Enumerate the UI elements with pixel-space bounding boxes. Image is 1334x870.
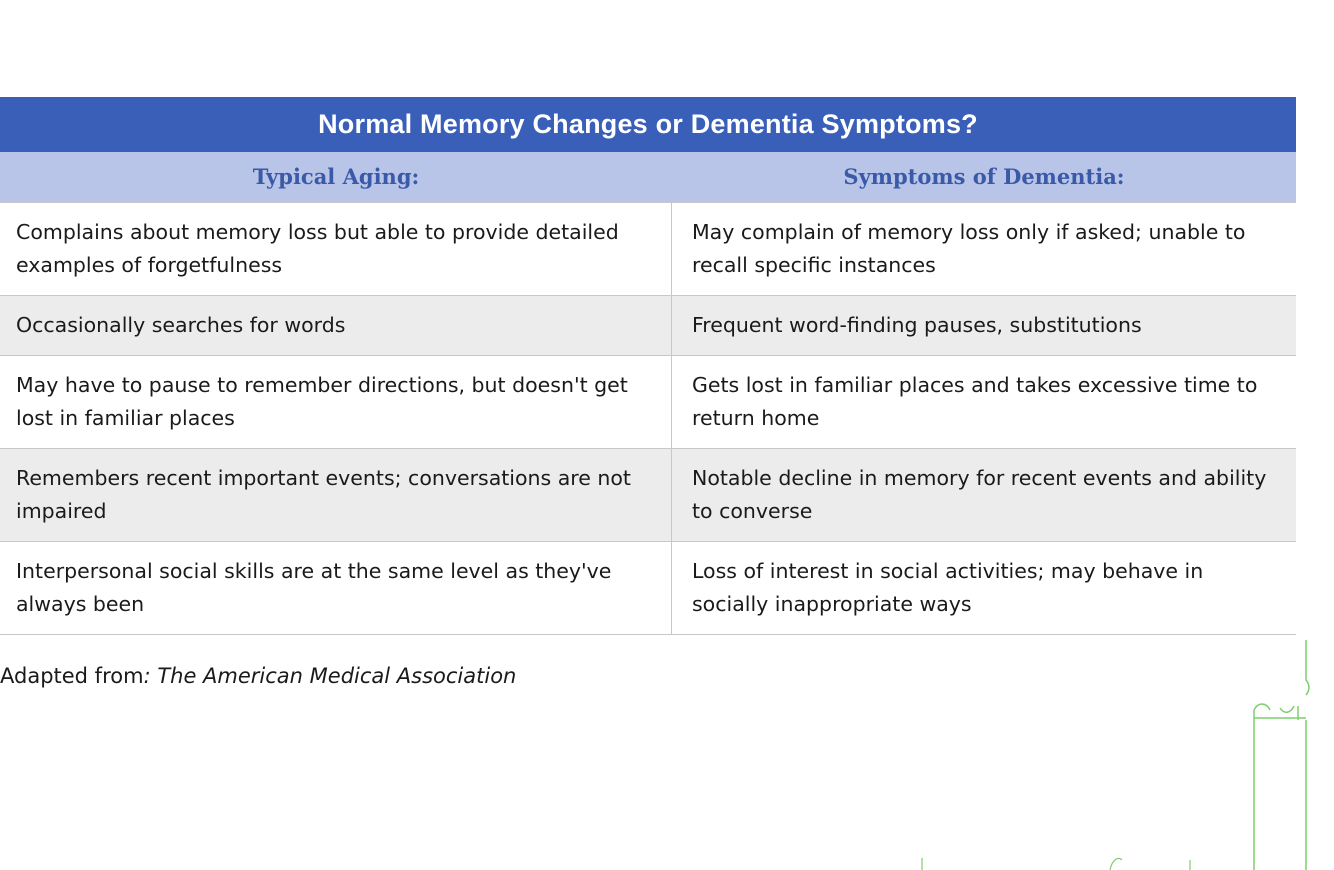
decorative-line-art	[1240, 640, 1330, 870]
table-row	[0, 355, 1296, 448]
table-cell-typical: Occasionally searches for words	[0, 296, 672, 355]
table-row	[0, 295, 1296, 355]
table-row	[0, 541, 1296, 634]
memory-comparison-table	[0, 97, 1296, 635]
table-bottom-border	[0, 634, 1296, 635]
source-prefix: Adapted from	[0, 664, 144, 688]
table-cell-dementia: Notable decline in memory for recent events and ability to converse	[692, 466, 1267, 523]
source-name: : The American Medical Association	[143, 664, 517, 688]
decorative-bottom-lines	[900, 850, 1234, 870]
header-typical-aging: Typical Aging:	[252, 164, 420, 189]
table-header-row	[0, 152, 1296, 202]
table-title: Normal Memory Changes or Dementia Symptoms?	[0, 97, 1296, 152]
table-cell-typical: Complains about memory loss but able to provide detailed examples of forgetfulness	[0, 203, 672, 295]
table-cell-typical: Remembers recent important events; conversations are not impaired	[0, 449, 672, 541]
table-cell-typical: May have to pause to remember directions, but doesn't get lost in familiar places	[0, 356, 672, 448]
table-cell-dementia: May complain of memory loss only if asked; unable to recall specific instances	[692, 220, 1246, 277]
table-cell-dementia: Frequent word-finding pauses, substitutions	[692, 313, 1142, 337]
header-symptoms-of-dementia: Symptoms of Dementia:	[843, 164, 1125, 189]
table-row	[0, 448, 1296, 541]
source-attribution	[0, 664, 516, 688]
table-cell-dementia: Loss of interest in social activities; may behave in socially inappropriate ways	[692, 559, 1204, 616]
table-cell-typical: Interpersonal social skills are at the same level as they've always been	[0, 542, 672, 634]
table-cell-dementia: Gets lost in familiar places and takes excessive time to return home	[692, 373, 1258, 430]
table-row	[0, 202, 1296, 295]
